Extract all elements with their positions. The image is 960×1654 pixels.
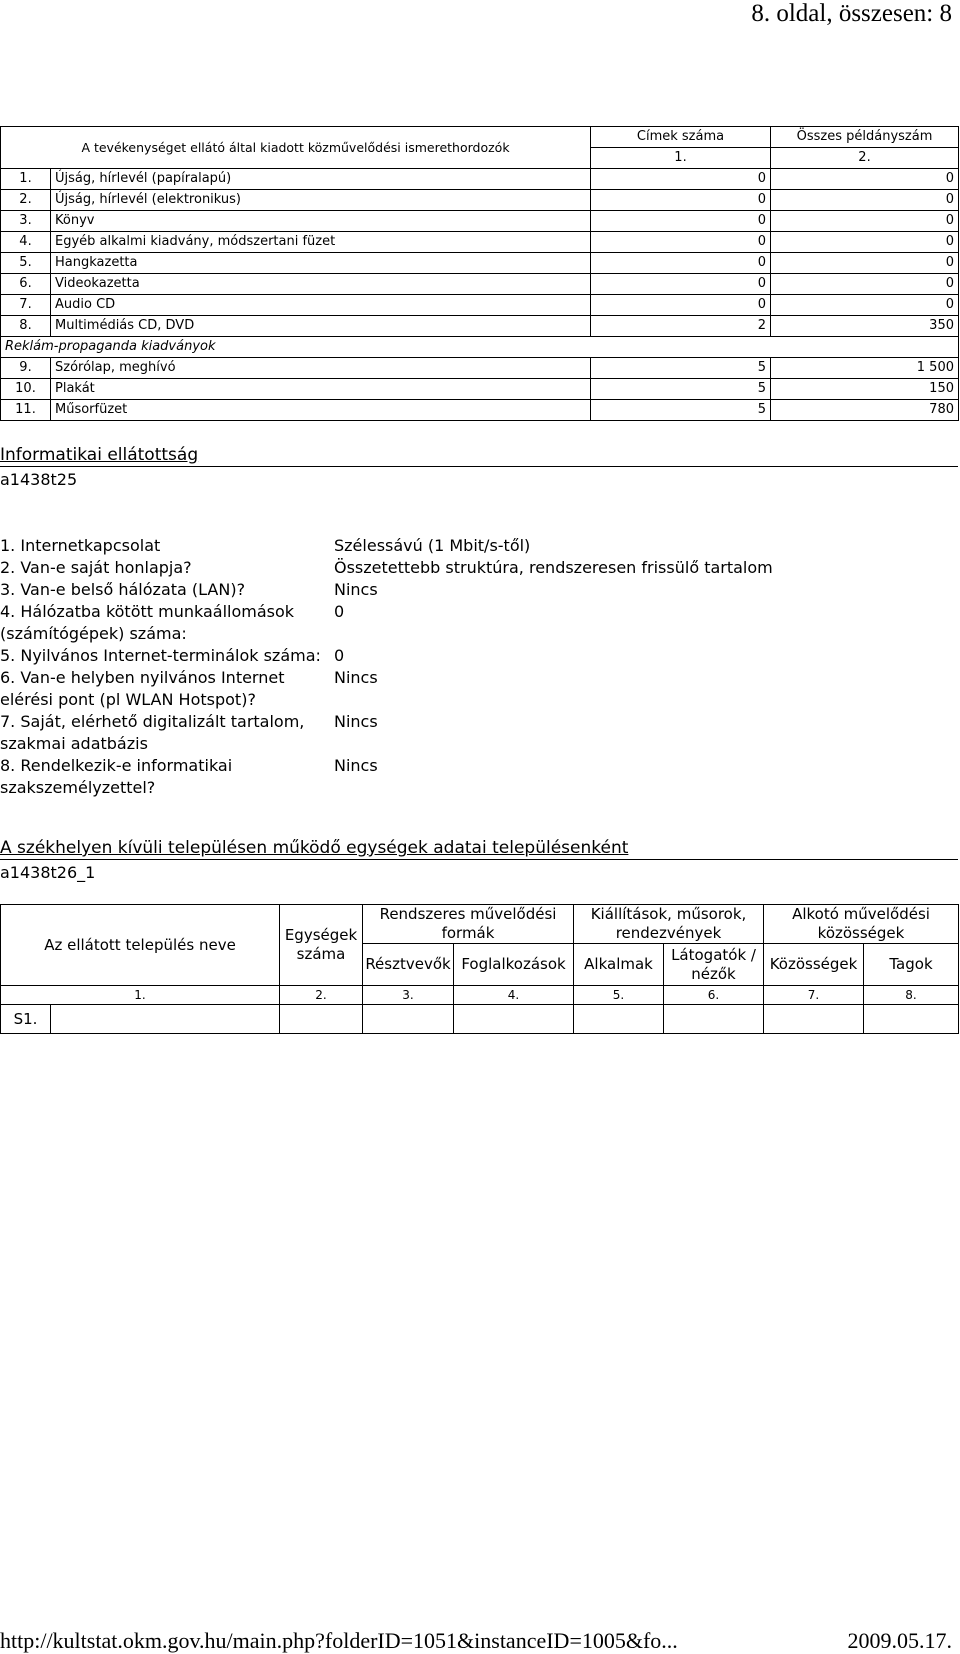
row-number: 8. (1, 316, 51, 337)
row-number: 9. (1, 358, 51, 379)
row-number: 3. (1, 211, 51, 232)
row-label: Egyéb alkalmi kiadvány, módszertani füzet (51, 232, 591, 253)
copies-value: 780 (771, 400, 959, 421)
column-index: 3. (363, 986, 454, 1005)
row-label: Hangkazetta (51, 253, 591, 274)
table-cell (454, 1005, 574, 1034)
info-label: 7. Saját, elérhető digitalizált tartalom, szakmai adatbázis (0, 712, 305, 753)
titles-value: 5 (591, 379, 771, 400)
table-cell (363, 1005, 454, 1034)
titles-count-index: 1. (591, 148, 771, 169)
column-index: 5. (574, 986, 664, 1005)
row-label: Audio CD (51, 295, 591, 316)
settlement-name-header: Az ellátott település neve (1, 905, 280, 986)
copies-value: 0 (771, 190, 959, 211)
total-copies-index: 2. (771, 148, 959, 169)
info-label: 2. Van-e saját honlapja? (0, 558, 192, 577)
list-item (0, 579, 900, 601)
row-number: 7. (1, 295, 51, 316)
page-number-label: 8. oldal, összesen: 8 (751, 0, 952, 27)
row-label: Szórólap, meghívó (51, 358, 591, 379)
footer-url: http://kultstat.okm.gov.hu/main.php?folderID=1051&instanceID=1005&fo... (0, 1628, 678, 1653)
row-number: 4. (1, 232, 51, 253)
info-label: 5. Nyilvános Internet-terminálok száma: (0, 646, 321, 665)
table-row (1, 211, 959, 232)
row-label: Videokazetta (51, 274, 591, 295)
occasions-header: Alkalmak (574, 944, 664, 986)
sessions-header: Foglalkozások (454, 944, 574, 986)
titles-value: 0 (591, 232, 771, 253)
column-index: 2. (280, 986, 363, 1005)
copies-value: 0 (771, 253, 959, 274)
list-item (0, 711, 900, 755)
it-section-code: a1438t25 (0, 470, 78, 489)
table-cell (574, 1005, 664, 1034)
list-item (0, 755, 900, 799)
info-label: 4. Hálózatba kötött munkaállomások (számítógépek) száma: (0, 602, 295, 643)
settle-section-code: a1438t26_1 (0, 863, 96, 882)
info-label: 1. Internetkapcsolat (0, 536, 161, 555)
info-label: 3. Van-e belső hálózata (LAN)? (0, 580, 246, 599)
publications-table (0, 126, 959, 421)
table-row (1, 295, 959, 316)
exhibitions-header: Kiállítások, műsorok, rendezvények (574, 905, 764, 944)
table-row (1, 379, 959, 400)
settlements-table (0, 904, 959, 1034)
copies-value: 0 (771, 232, 959, 253)
footer-date: 2009.05.17. (847, 1628, 952, 1653)
settle-section-title-text: A székhelyen kívüli településen működő egységek adatai településenként (0, 838, 629, 858)
row-label: Újság, hírlevél (elektronikus) (51, 190, 591, 211)
communities-header: Alkotó művelődési közösségek (764, 905, 959, 944)
row-label: S1. (1, 1005, 51, 1034)
communities-sub-header: Közösségek (764, 944, 864, 986)
row-label: Plakát (51, 379, 591, 400)
titles-value: 2 (591, 316, 771, 337)
list-item (0, 601, 900, 645)
row-label: Műsorfüzet (51, 400, 591, 421)
column-index: 6. (664, 986, 764, 1005)
list-item (0, 557, 900, 579)
section-label: Reklám-propaganda kiadványok (1, 337, 959, 358)
titles-value: 0 (591, 253, 771, 274)
titles-count-header: Címek száma (591, 127, 771, 148)
copies-value: 0 (771, 169, 959, 190)
table-row (1, 358, 959, 379)
index-row (1, 986, 959, 1005)
row-label: Multimédiás CD, DVD (51, 316, 591, 337)
titles-value: 0 (591, 190, 771, 211)
copies-value: 150 (771, 379, 959, 400)
table-row (1, 400, 959, 421)
info-value: 0 (334, 646, 345, 665)
titles-value: 0 (591, 169, 771, 190)
column-index: 7. (764, 986, 864, 1005)
copies-value: 0 (771, 274, 959, 295)
table-row (1, 232, 959, 253)
row-number: 2. (1, 190, 51, 211)
info-label: 6. Van-e helyben nyilvános Internet elérési pont (pl WLAN Hotspot)? (0, 668, 285, 709)
table-cell (864, 1005, 959, 1034)
table-cell (764, 1005, 864, 1034)
it-section-title (0, 444, 958, 467)
column-index: 1. (1, 986, 280, 1005)
it-info-list (0, 535, 900, 799)
info-value: Szélessávú (1 Mbit/s-től) (334, 536, 531, 555)
row-label: Újság, hírlevél (papíralapú) (51, 169, 591, 190)
info-value: Nincs (334, 580, 378, 599)
titles-value: 0 (591, 211, 771, 232)
members-header: Tagok (864, 944, 959, 986)
it-section-title-text: Informatikai ellátottság (0, 445, 199, 465)
total-copies-header: Összes példányszám (771, 127, 959, 148)
table-row (1, 316, 959, 337)
row-number: 11. (1, 400, 51, 421)
titles-value: 5 (591, 400, 771, 421)
titles-value: 0 (591, 295, 771, 316)
copies-value: 1 500 (771, 358, 959, 379)
list-item (0, 645, 900, 667)
publications-table-title: A tevékenységet ellátó által kiadott közművelődési ismerethordozók (1, 127, 591, 169)
visitors-header: Látogatók / nézők (664, 944, 764, 986)
column-index: 8. (864, 986, 959, 1005)
table-row (1, 253, 959, 274)
row-number: 10. (1, 379, 51, 400)
column-index: 4. (454, 986, 574, 1005)
titles-value: 5 (591, 358, 771, 379)
table-row (1, 1005, 959, 1034)
info-label: 8. Rendelkezik-e informatikai szakszemélyzettel? (0, 756, 233, 797)
table-cell (664, 1005, 764, 1034)
section-row (1, 337, 959, 358)
info-value: Nincs (334, 668, 378, 687)
list-item (0, 535, 900, 557)
info-value: Összetettebb struktúra, rendszeresen frissülő tartalom (334, 558, 773, 577)
table-row (1, 169, 959, 190)
participants-header: Résztvevők (363, 944, 454, 986)
row-number: 5. (1, 253, 51, 274)
info-value: Nincs (334, 712, 378, 731)
row-label: Könyv (51, 211, 591, 232)
titles-value: 0 (591, 274, 771, 295)
table-row (1, 190, 959, 211)
row-number: 6. (1, 274, 51, 295)
copies-value: 350 (771, 316, 959, 337)
settle-section-title (0, 837, 958, 860)
units-count-header: Egységek száma (280, 905, 363, 986)
copies-value: 0 (771, 211, 959, 232)
list-item (0, 667, 900, 711)
copies-value: 0 (771, 295, 959, 316)
table-cell (51, 1005, 280, 1034)
row-number: 1. (1, 169, 51, 190)
table-cell (280, 1005, 363, 1034)
table-row (1, 274, 959, 295)
regular-forms-header: Rendszeres művelődési formák (363, 905, 574, 944)
info-value: Nincs (334, 756, 378, 775)
info-value: 0 (334, 602, 345, 621)
